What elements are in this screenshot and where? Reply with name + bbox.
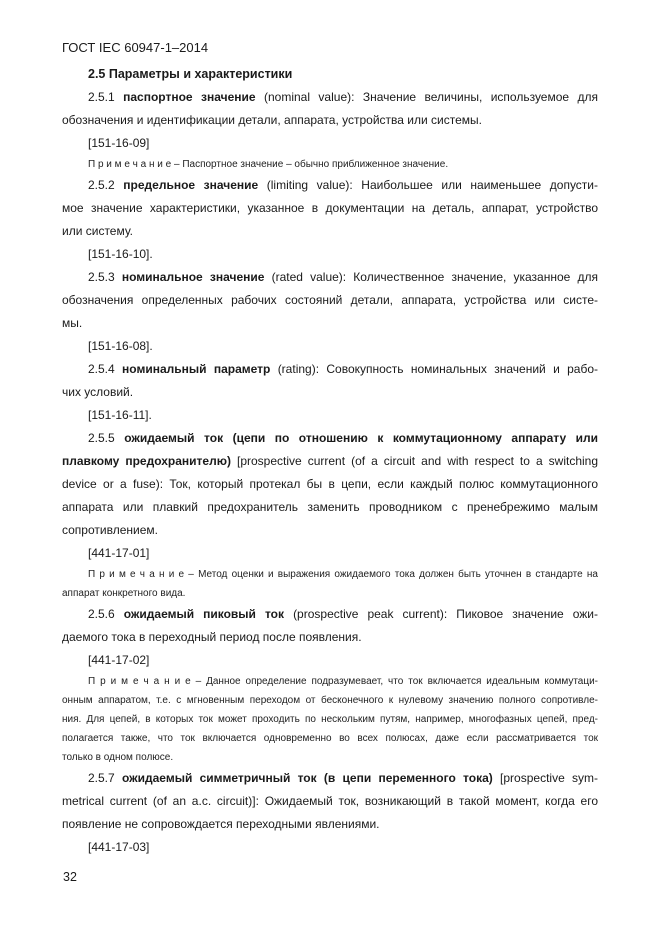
text-line: П р и м е ч а н и е – Метод оценки и выражения ожидаемого тока должен быть уточнен в стандарте на (88, 569, 598, 580)
text-line: device or a fuse): Ток, который протекал бы в цепи, если каждый полюс коммутационного (62, 477, 598, 491)
text-line: мое значение характеристики, указанное в документации на деталь, аппарат, устройство (62, 201, 598, 215)
term-bold: ожидаемый ток (цепи по отношению к коммутационному аппарату или (124, 431, 598, 445)
text-line: мы. (62, 316, 83, 330)
note (62, 565, 598, 603)
term-bold: паспортное значение (123, 90, 256, 104)
term-bold: номинальный параметр (122, 362, 271, 376)
ref-code: [151-16-09] (88, 136, 150, 150)
text-line: 2.5.1 паспортное значение (nominal value): Значение величины, используемое для (88, 90, 599, 104)
text-line: 2.5.4 номинальный параметр (rating): Совокупность номинальных значений и рабо- (88, 362, 599, 376)
text-line: обозначения и идентификации детали, аппарата, устройства или системы. (62, 113, 482, 127)
text-line: ния. Для цепей, в которых ток может проходить по нескольким путям, например, многофазных цепей, пред- (62, 714, 598, 725)
term-bold: ожидаемый симметричный ток (в цепи переменного тока) (121, 771, 493, 785)
ref-code: [151-16-08]. (88, 339, 153, 353)
ref-code: [441-17-01] (88, 546, 150, 560)
text-line: плавкому предохранителю) [prospective current (of a circuit and with respect to a switching (62, 454, 599, 468)
ref-code: [151-16-11]. (88, 408, 152, 422)
text-line: 2.5.7 ожидаемый симметричный ток (в цепи переменного тока) [prospective sym- (88, 771, 598, 785)
text-line: 2.5.3 номинальное значение (rated value): Количественное значение, указанное для (88, 270, 598, 284)
term-bold: номинальное значение (121, 270, 265, 284)
note (62, 672, 598, 767)
text-line: обозначения определенных рабочих состояний детали, аппарата, устройства или систе- (62, 293, 598, 307)
text-line: П р и м е ч а н и е – Данное определение подразумевает, что ток включается идеальным коммутаци- (88, 676, 598, 687)
text-line: 2.5.2 предельное значение (limiting value): Наибольшее или наименьшее допусти- (88, 178, 599, 192)
text-line: онным аппаратом, т.е. с мгновенным переходом от бесконечного к нулевому значению полного сопротивле- (62, 695, 598, 706)
text-line: metrical current (of an a.c. circuit)]: Ожидаемый ток, возникающий в такой момент, когда его (62, 794, 598, 808)
paragraph (62, 174, 598, 243)
text-line: только в одном полюсе. (62, 752, 174, 763)
text-line: появление не сопровождается переходными явлениями. (62, 817, 380, 831)
paragraph (62, 603, 598, 649)
text-line: полагается также, что ток включается одновременно во всех полюсах, даже если рассматривается ток (62, 733, 598, 744)
paragraph (62, 427, 598, 542)
text-line: чих условий. (62, 385, 134, 399)
ref-code: [441-17-02] (88, 653, 150, 667)
text-line: аппарат конкретного вида. (62, 588, 186, 599)
ref-code: [151-16-10]. (88, 247, 153, 261)
page-content (62, 60, 598, 859)
document-header: ГОСТ IEC 60947-1–2014 (62, 40, 209, 55)
text-line: 2.5.6 ожидаемый пиковый ток (prospective peak current): Пиковое значение ожи- (88, 607, 598, 621)
paragraph (62, 86, 598, 132)
note (62, 155, 598, 174)
text-line: даемого тока в переходный период после появления. (62, 630, 362, 644)
paragraph (62, 767, 598, 836)
text-line: аппарата или плавкий предохранитель заменить проводником с пренебрежимо малым (62, 500, 598, 514)
text-line: или систему. (62, 224, 133, 238)
term-bold: предельное значение (123, 178, 259, 192)
text-line: 2.5.5 ожидаемый ток (цепи по отношению к коммутационному аппарату или (88, 431, 598, 445)
text-line: сопротивлением. (62, 523, 158, 537)
term-bold: плавкому предохранителю) (62, 454, 231, 468)
ref-code: [441-17-03] (88, 840, 150, 854)
paragraph (62, 266, 598, 335)
text-line: П р и м е ч а н и е – Паспортное значение – обычно приближенное значение. (88, 159, 449, 170)
paragraph (62, 358, 598, 404)
term-bold: ожидаемый пиковый ток (123, 607, 285, 621)
section-heading: 2.5 Параметры и характеристики (88, 67, 293, 81)
page-number: 32 (63, 870, 77, 884)
